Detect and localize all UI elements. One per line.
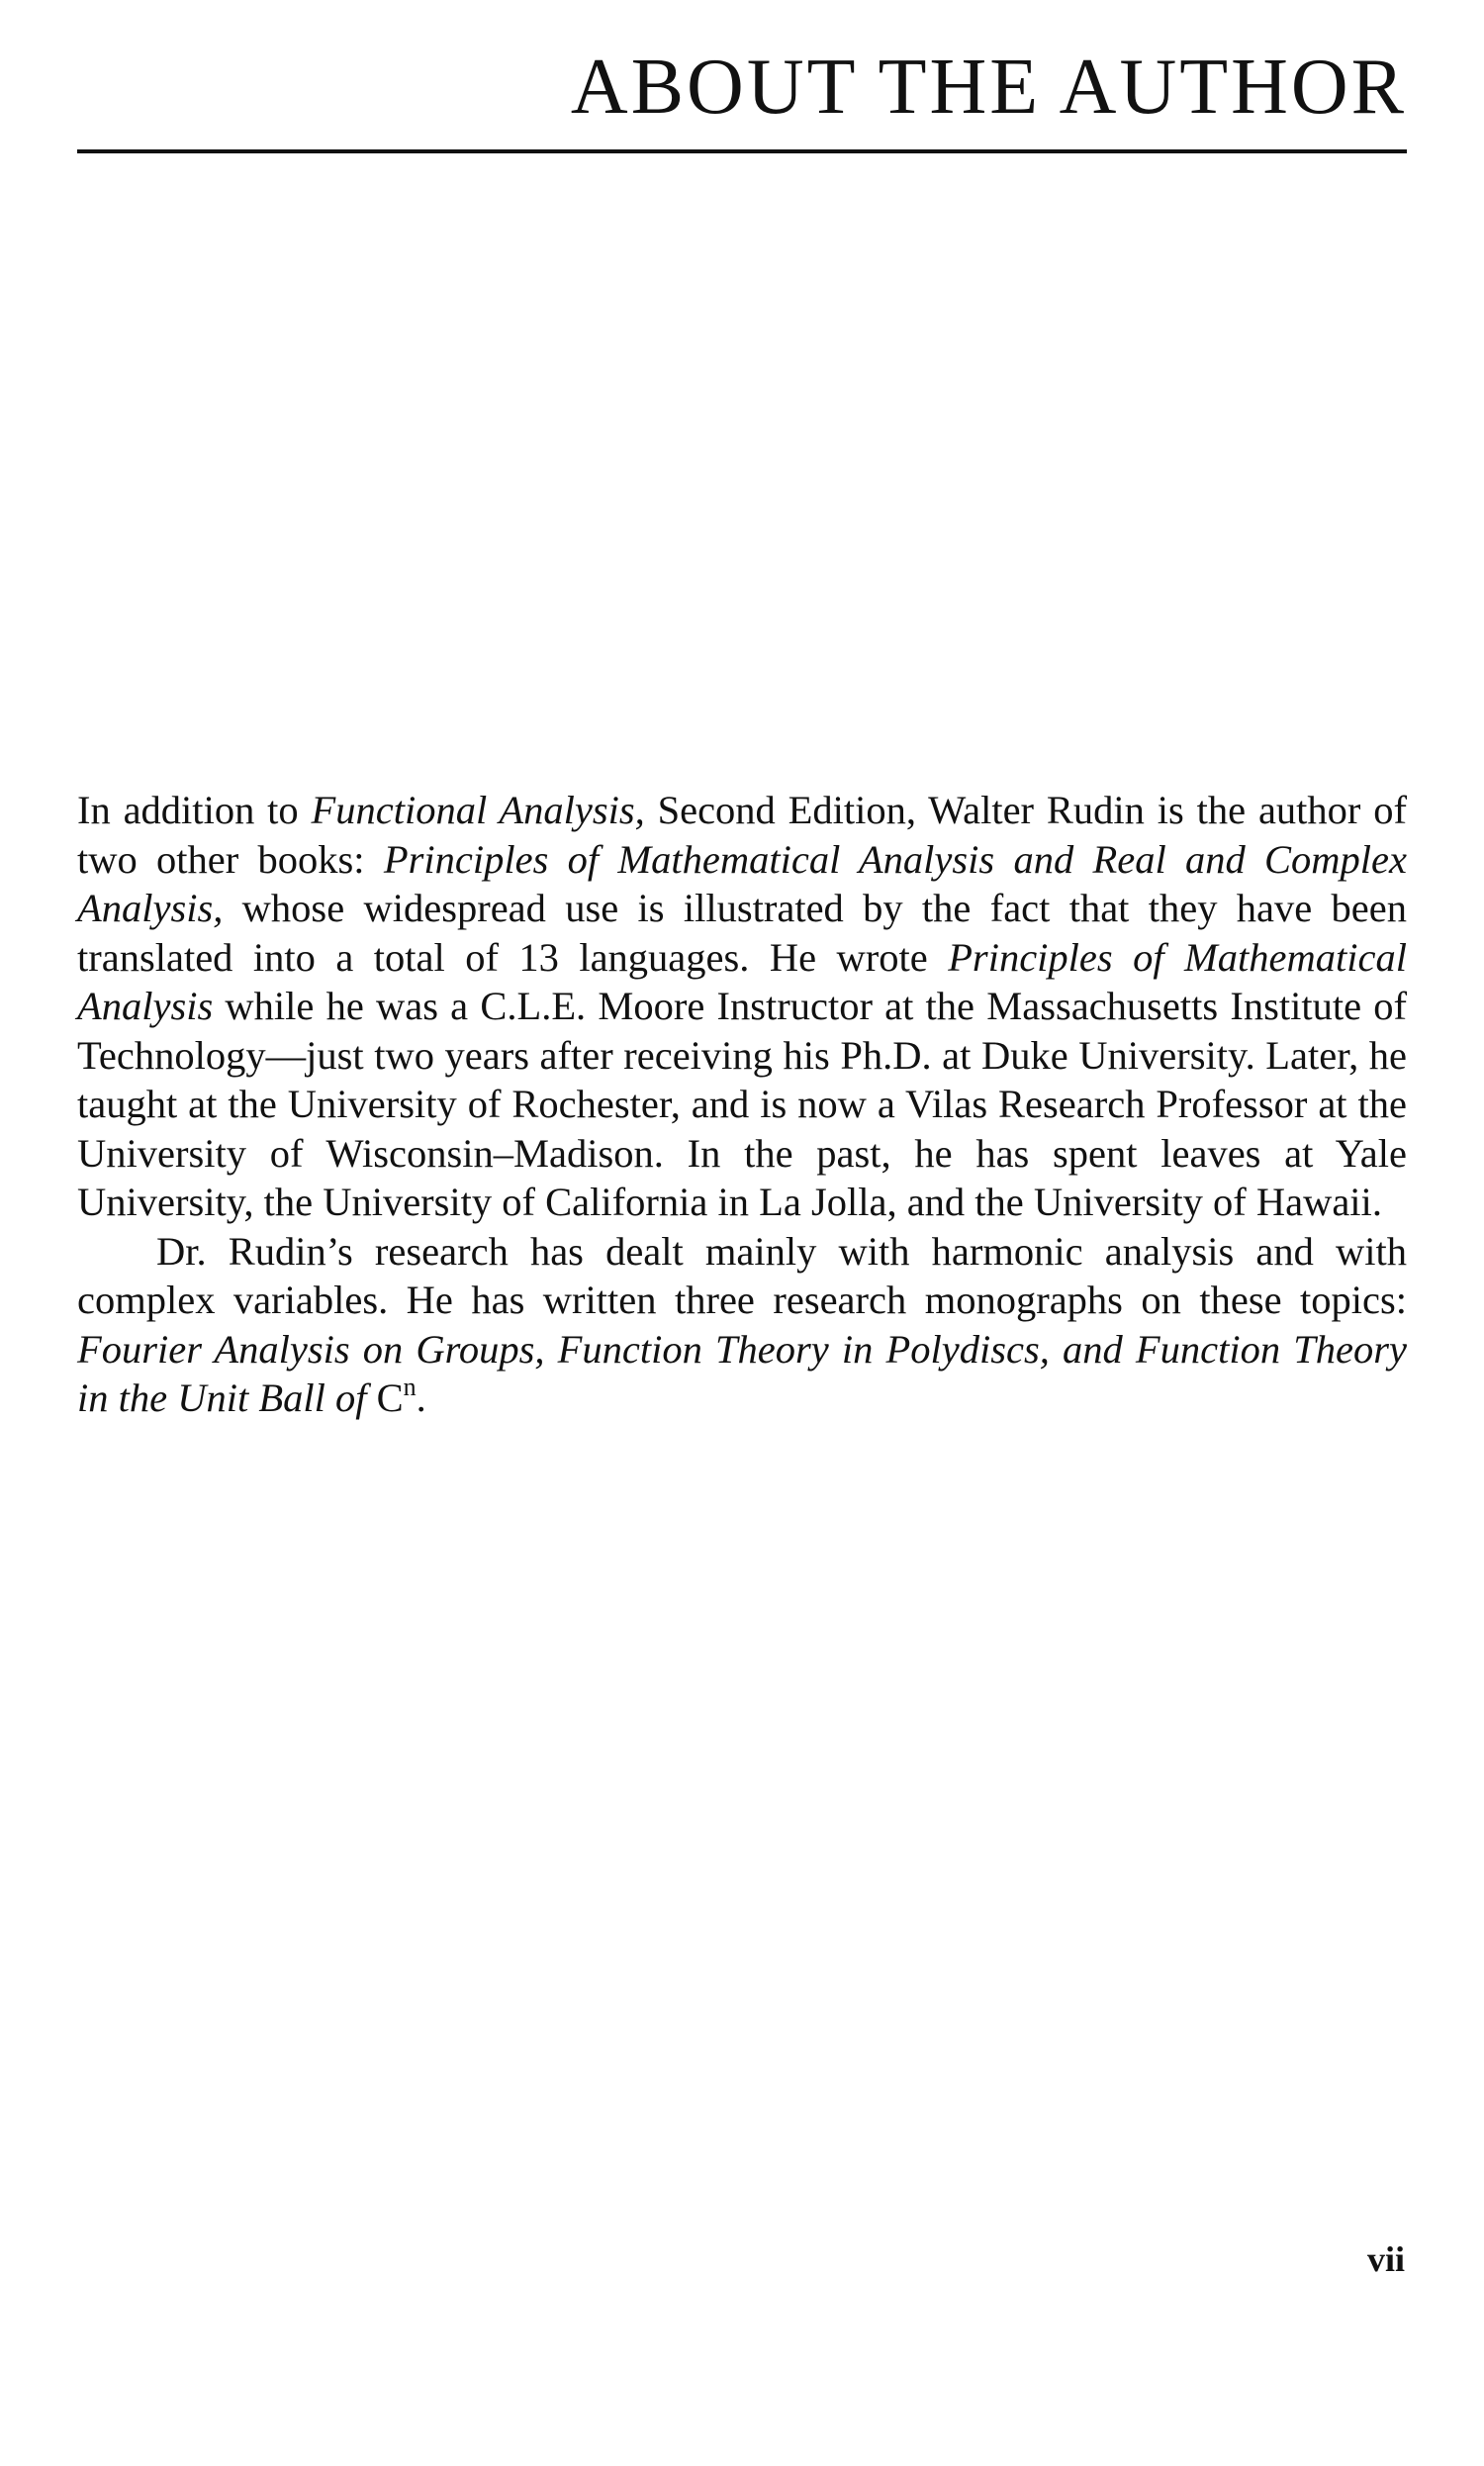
- page-number: vii: [1366, 2239, 1405, 2279]
- math-symbol: C: [376, 1375, 404, 1420]
- text-segment: Dr. Rudin’s research has dealt mainly with harmonic analysis and with complex variables. He has written three research monographs on these topics:: [77, 1228, 1407, 1322]
- book-title: Principles of Mathematical Analysis and Real and Complex Analysis,: [77, 836, 1408, 930]
- research-paragraph: [77, 1227, 1407, 1423]
- superscript: n: [403, 1373, 417, 1401]
- page-title: ABOUT THE AUTHOR: [570, 44, 1407, 131]
- title-rule: [77, 149, 1407, 153]
- text-segment: Second Edition, Walter Rudin is the author of two other books:: [77, 788, 1407, 882]
- author-bio: [77, 786, 1407, 1423]
- book-title: Principles of Mathematical Analysis: [77, 934, 1408, 1028]
- monograph-titles: Fourier Analysis on Groups, Function Theory in Polydiscs, and Function Theory in the Unit Ball of: [77, 1326, 1407, 1420]
- bio-paragraph: [77, 786, 1407, 1227]
- text-segment: whose widespread use is illustrated by the fact that they have been translated into a total of 13 languages. He wrote: [77, 886, 1407, 980]
- text-segment: while he was a C.L.E. Moore Instructor at the Massachusetts Institute of Technology—just two years after receiving his Ph.D. at Duke University. Later, he taught at the University of Rochester, and is now a Vilas Research Professor at the University of Wisconsin–Madison. In the past, he has spent leaves at Yale University, the University of California in La Jolla, and the University of Hawaii.: [77, 984, 1407, 1224]
- text-segment: In addition to: [77, 788, 312, 832]
- text-segment: .: [416, 1375, 426, 1420]
- book-title: Functional Analysis,: [311, 788, 645, 832]
